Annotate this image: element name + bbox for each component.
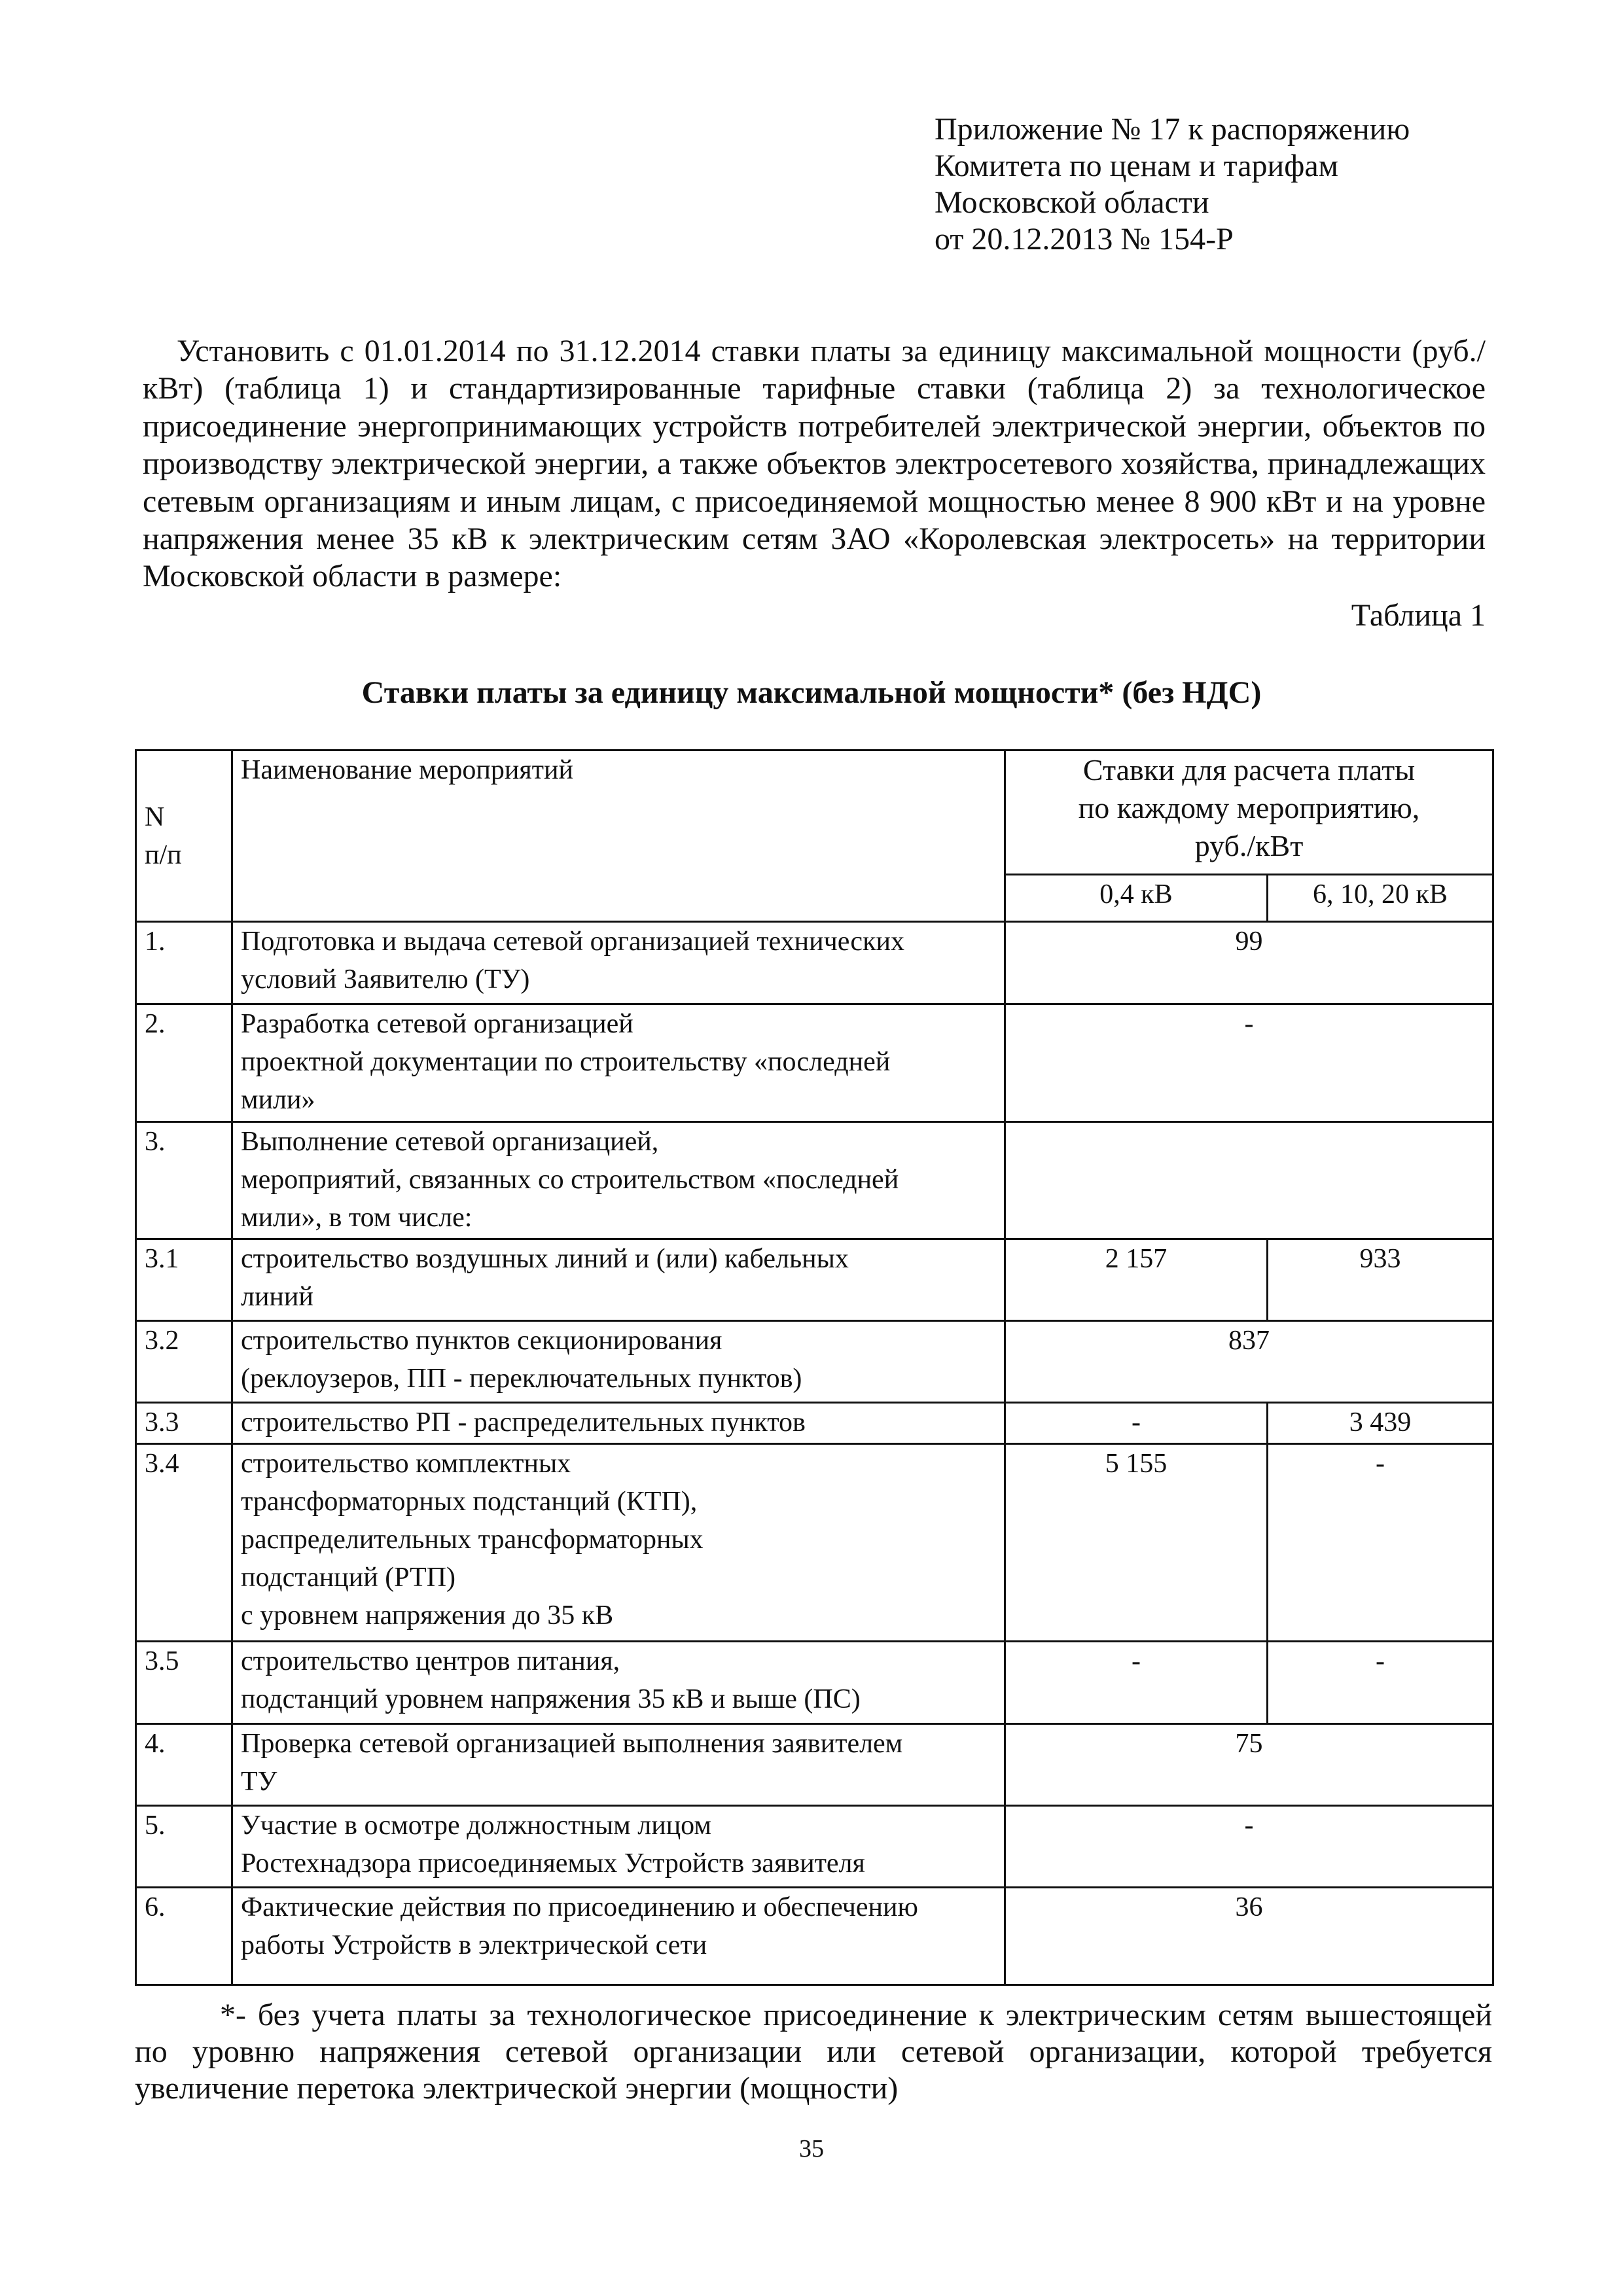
row-value: - bbox=[1005, 1004, 1493, 1122]
row-number: 3.5 bbox=[136, 1642, 232, 1723]
row-value: - bbox=[1005, 1805, 1493, 1887]
row-number: 4. bbox=[136, 1723, 232, 1805]
table-row bbox=[136, 1723, 1493, 1805]
page-number: 35 bbox=[799, 2135, 824, 2163]
table-row bbox=[136, 1642, 1493, 1723]
row-name: строительство воздушных линий и (или) кабельных линий bbox=[232, 1239, 1005, 1321]
row-value-empty bbox=[1005, 1122, 1493, 1239]
table-row bbox=[136, 1403, 1493, 1444]
row-value: 99 bbox=[1005, 922, 1493, 1004]
table-row bbox=[136, 1321, 1493, 1403]
annex-line: Московской области bbox=[935, 185, 1209, 220]
table-row bbox=[136, 1004, 1493, 1122]
annex-header bbox=[935, 111, 1410, 258]
row-value-04: 2 157 bbox=[1005, 1239, 1268, 1321]
row-number: 3. bbox=[136, 1122, 232, 1239]
row-number: 6. bbox=[136, 1887, 232, 1985]
row-name: строительство комплектных трансформаторных подстанций (КТП), распределительных трансформаторных подстанций (РТП) с уровнем напряжения до 35 кВ bbox=[232, 1443, 1005, 1642]
table-label: Таблица 1 bbox=[1351, 598, 1486, 633]
row-value-6-20: - bbox=[1268, 1642, 1493, 1723]
table-row bbox=[136, 1887, 1493, 1985]
row-name: строительство центров питания, подстанций уровнем напряжения 35 кВ и выше (ПС) bbox=[232, 1642, 1005, 1723]
row-number: 3.4 bbox=[136, 1443, 232, 1642]
row-number: 3.3 bbox=[136, 1403, 232, 1444]
table-row bbox=[136, 1122, 1493, 1239]
footnote: *- без учета платы за технологическое присоединение к электрическим сетям вышестоящей по уровню напряжения сетевой организации или сетевой организации, которой требуется увеличение перетока электрической энергии (мощности) bbox=[135, 1998, 1492, 2106]
header-col-6-20: 6, 10, 20 кВ bbox=[1268, 874, 1493, 922]
header-num: N п/п bbox=[136, 751, 232, 922]
table-row bbox=[136, 1805, 1493, 1887]
table-row bbox=[136, 922, 1493, 1004]
row-name: Подготовка и выдача сетевой организацией технических условий Заявителю (ТУ) bbox=[232, 922, 1005, 1004]
row-value-6-20: 3 439 bbox=[1268, 1403, 1493, 1444]
row-number: 3.1 bbox=[136, 1239, 232, 1321]
row-value-04: 5 155 bbox=[1005, 1443, 1268, 1642]
annex-line: Комитета по ценам и тарифам bbox=[935, 149, 1338, 183]
row-value: 36 bbox=[1005, 1887, 1493, 1985]
header-name: Наименование мероприятий bbox=[232, 751, 1005, 922]
table-row bbox=[136, 1443, 1493, 1642]
row-name: строительство пунктов секционирования (реклоузеров, ПП - переключательных пунктов) bbox=[232, 1321, 1005, 1403]
row-name: строительство РП - распределительных пунктов bbox=[232, 1403, 1005, 1444]
table-row bbox=[136, 1239, 1493, 1321]
row-name: Выполнение сетевой организацией, мероприятий, связанных со строительством «последней мили», в том числе: bbox=[232, 1122, 1005, 1239]
table-title: Ставки платы за единицу максимальной мощности* (без НДС) bbox=[361, 675, 1262, 710]
row-name: Фактические действия по присоединению и обеспечению работы Устройств в электрической сети bbox=[232, 1887, 1005, 1985]
row-name: Участие в осмотре должностным лицом Ростехнадзора присоединяемых Устройств заявителя bbox=[232, 1805, 1005, 1887]
row-number: 5. bbox=[136, 1805, 232, 1887]
annex-line: от 20.12.2013 № 154-Р bbox=[935, 222, 1234, 256]
intro-paragraph: Установить с 01.01.2014 по 31.12.2014 ставки платы за единицу максимальной мощности (руб./кВт) (таблица 1) и стандартизированные тарифные ставки (таблица 2) за технологическое присоединение энергопринимающих устройств потребителей электрической энергии, объектов по производству электрической энергии, а также объектов электросетевого хозяйства, принадлежащих сетевым организациям и иным лицам, с присоединяемой мощностью менее 8 900 кВт и на уровне напряжения менее 35 кВ к электрическим сетям ЗАО «Королевская электросеть» на территории Московской области в размере: bbox=[143, 334, 1486, 594]
rates-table bbox=[135, 749, 1494, 1986]
row-name: Разработка сетевой организацией проектной документации по строительству «последней мили» bbox=[232, 1004, 1005, 1122]
row-value: 837 bbox=[1005, 1321, 1493, 1403]
row-value-04: - bbox=[1005, 1403, 1268, 1444]
header-rate: Ставки для расчета платы по каждому мероприятию, руб./кВт bbox=[1005, 751, 1493, 875]
row-value-6-20: - bbox=[1268, 1443, 1493, 1642]
row-number: 2. bbox=[136, 1004, 232, 1122]
row-number: 3.2 bbox=[136, 1321, 232, 1403]
header-col-04: 0,4 кВ bbox=[1005, 874, 1268, 922]
row-value: 75 bbox=[1005, 1723, 1493, 1805]
row-name: Проверка сетевой организацией выполнения заявителем ТУ bbox=[232, 1723, 1005, 1805]
row-number: 1. bbox=[136, 922, 232, 1004]
annex-line: Приложение № 17 к распоряжению bbox=[935, 112, 1410, 147]
table-header-row bbox=[136, 751, 1493, 875]
row-value-6-20: 933 bbox=[1268, 1239, 1493, 1321]
row-value-04: - bbox=[1005, 1642, 1268, 1723]
